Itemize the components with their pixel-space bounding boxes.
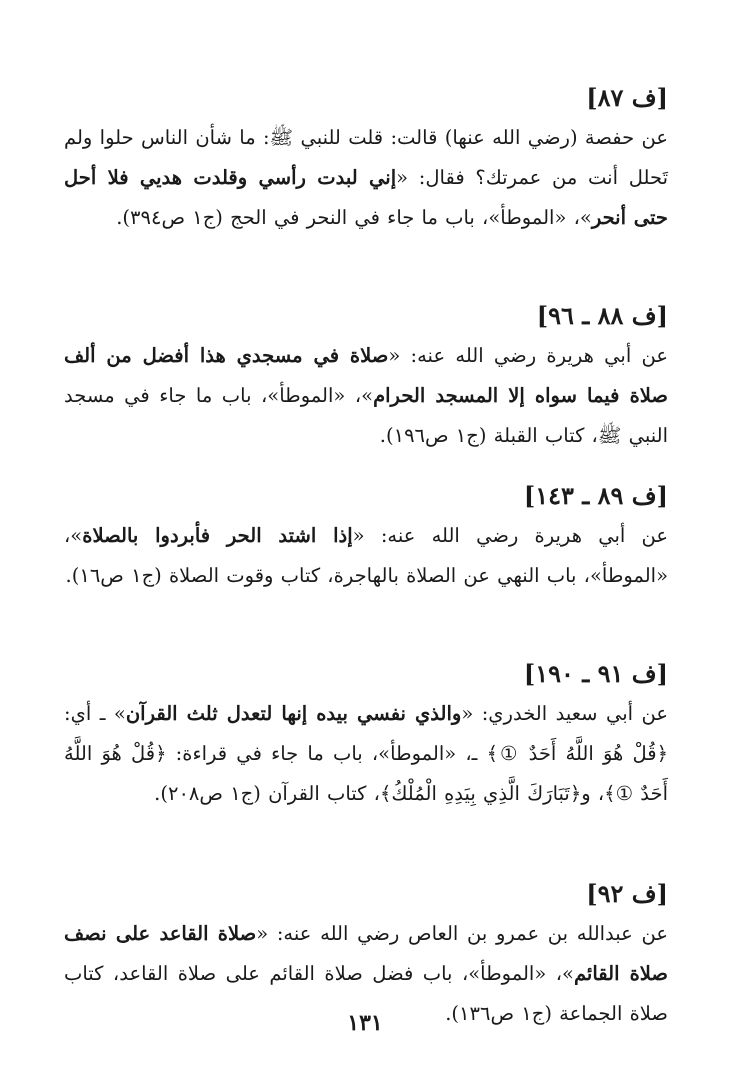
entry-91: [64, 654, 668, 814]
entry-88: [64, 296, 668, 456]
text-source: »، «الموطأ»، باب فضل صلاة القائم على صلاة القاعد، كتاب صلاة الجماعة (ج١ ص١٣٦).: [64, 962, 668, 1025]
page: [64, 78, 668, 1038]
hadith-quote: والذي نفسي بيده إنها لتعدل ثلث القرآن: [125, 702, 462, 725]
page-number: ١٣١: [347, 1010, 383, 1036]
hadith-quote: إذا اشتد الحر فأبردوا بالصلاة: [82, 524, 353, 547]
text-intro: عن أبي هريرة رضي الله عنه: «: [352, 524, 669, 547]
hadith-quote: صلاة في مسجدي هذا أفضل من ألف صلاة فيما سواه إلا المسجد الحرام: [64, 344, 668, 407]
text-source: » ـ أي: ﴿قُلْ هُوَ اللَّهُ أَحَدٌ ①﴾ ـ، «الموطأ»، باب ما جاء في قراءة: ﴿قُلْ هُوَ اللَّهُ أَحَدٌ ①﴾، و﴿تَبَارَكَ الَّذِي بِيَدِهِ الْمُلْكُ﴾، كتاب القرآن (ج١ ص٢٠٨).: [64, 702, 668, 805]
entry-heading: [ف ٨٧]: [586, 83, 668, 112]
text-source: »، «الموطأ»، باب ما جاء في مسجد النبي ﷺ، كتاب القبلة (ج١ ص١٩٦).: [64, 384, 668, 447]
entry-87: [64, 78, 668, 238]
hadith-quote: إني لبدت رأسي وقلدت هديي فلا أحل حتى أنحر: [64, 166, 668, 229]
text-intro: عن عبدالله بن عمرو بن العاص رضي الله عنه: «: [256, 922, 668, 945]
text-intro: عن حفصة (رضي الله عنها) قالت: قلت للنبي ﷺ: ما شأن الناس حلوا ولم تَحلل أنت من عمرتك؟ فقال: «: [64, 126, 669, 189]
entry-text: [64, 694, 668, 814]
entry-text: [64, 118, 668, 238]
entry-text: [64, 336, 668, 456]
entry-heading: [ف ٨٨ ـ ٩٦]: [536, 301, 668, 330]
entry-heading: [ف ٩٢]: [586, 879, 668, 908]
entry-heading: [ف ٩١ ـ ١٩٠]: [523, 659, 668, 688]
text-intro: عن أبي هريرة رضي الله عنه: «: [388, 344, 668, 367]
text-source: »، «الموطأ»، باب النهي عن الصلاة بالهاجرة، كتاب وقوت الصلاة (ج١ ص١٦).: [64, 524, 668, 587]
entry-text: [64, 516, 668, 596]
hadith-quote: صلاة القاعد على نصف صلاة القائم: [64, 922, 668, 985]
text-source: »، «الموطأ»، باب ما جاء في النحر في الحج (ج١ ص٣٩٤).: [116, 206, 592, 229]
entry-heading: [ف ٨٩ ـ ١٤٣]: [523, 481, 668, 510]
entry-89: [64, 476, 668, 596]
text-intro: عن أبي سعيد الخدري: «: [461, 702, 668, 725]
